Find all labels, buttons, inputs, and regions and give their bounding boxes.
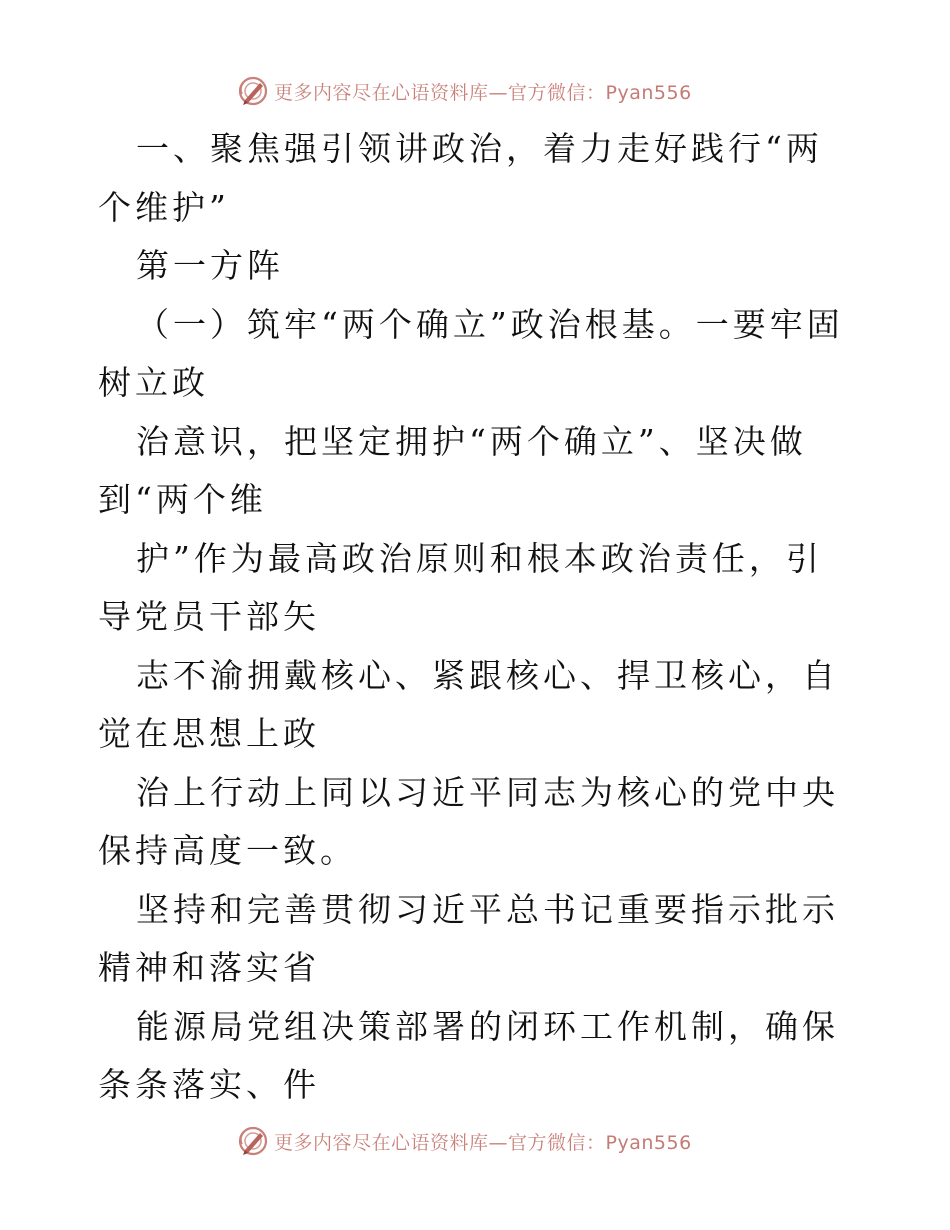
pen-logo-icon — [236, 1124, 270, 1158]
paragraph-line: 志不渝拥戴核心、紧跟核心、捍卫核心，自觉在思想上政 — [98, 655, 839, 753]
watermark-wechat-id: Pyan556 — [605, 81, 692, 104]
watermark-label: 更多内容尽在心语资料库—官方微信： — [274, 1131, 606, 1154]
paragraph-line: 治意识，把坚定拥护“两个确立”、坚决做到“两个维 — [98, 421, 807, 519]
paragraph-line: （一）筑牢“两个确立”政治根基。一要牢固树立政 — [98, 304, 844, 402]
watermark-text — [274, 1128, 692, 1155]
paragraph-line: 坚持和完善贯彻习近平总书记重要指示批示精神和落实省 — [98, 889, 839, 987]
paragraph-subheading: 第一方阵 — [136, 246, 284, 285]
body-text — [98, 120, 858, 1115]
watermark-text — [274, 78, 692, 105]
watermark-label: 更多内容尽在心语资料库—官方微信： — [274, 81, 606, 104]
watermark-footer — [236, 1124, 692, 1158]
paragraph-line: 能源局党组决策部署的闭环工作机制，确保条条落实、件 — [98, 1006, 839, 1104]
paragraph-line: 护”作为最高政治原则和根本政治责任，引导党员干部矢 — [98, 538, 823, 636]
paragraph-heading: 一、聚焦强引领讲政治，着力走好践行“两个维护” — [98, 129, 823, 227]
pen-logo-icon — [236, 74, 270, 108]
paragraph-line: 治上行动上同以习近平同志为核心的党中央保持高度一致。 — [98, 772, 839, 870]
watermark-wechat-id: Pyan556 — [605, 1131, 692, 1154]
watermark-header — [236, 74, 692, 108]
